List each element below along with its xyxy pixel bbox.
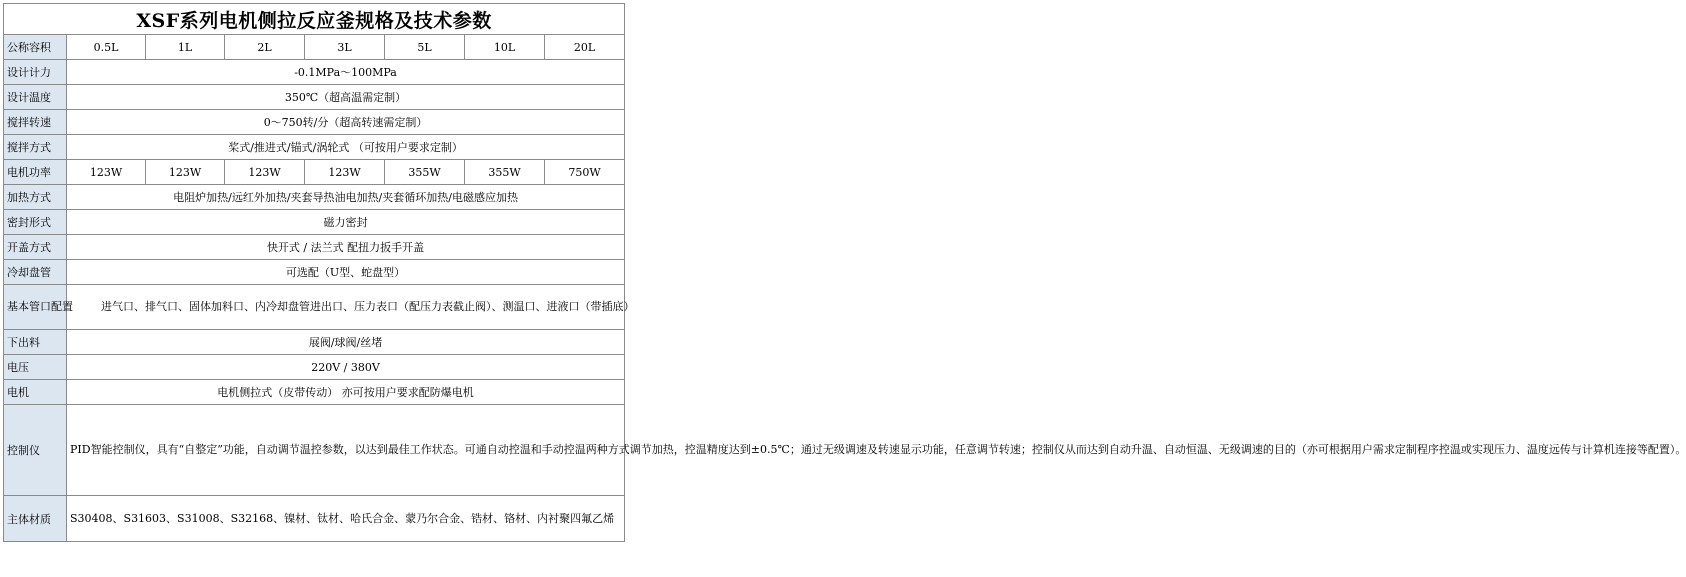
- motor-power-value: 123W: [146, 160, 225, 185]
- motor-power-value: 123W: [67, 160, 146, 185]
- stir-mode-value: 桨式/推进式/锚式/涡轮式 （可按用户要求定制）: [67, 135, 625, 160]
- label-design-temp: 设计温度: [4, 85, 67, 110]
- label-stir-mode: 搅拌方式: [4, 135, 67, 160]
- label-controller: 控制仪: [4, 405, 67, 496]
- row-ports: [4, 285, 625, 330]
- motor-power-value: 355W: [385, 160, 465, 185]
- material-value: S30408、S31603、S31008、S32168、镍材、钛材、哈氏合金、蒙乃尔合金、锆材、铬材、内衬聚四氟乙烯: [67, 496, 625, 542]
- label-motor: 电机: [4, 380, 67, 405]
- ports-value: 进气口、排气口、固体加料口、内冷却盘管进出口、压力表口（配压力表截止阀）、测温口、进液口（带插底）: [67, 285, 625, 330]
- open-value: 快开式 / 法兰式 配扭力扳手开盖: [67, 235, 625, 260]
- label-volume: 公称容积: [4, 35, 67, 60]
- row-design-temp: [4, 85, 625, 110]
- label-cooling: 冷却盘管: [4, 260, 67, 285]
- volume-value: 0.5L: [67, 35, 146, 60]
- row-stir-speed: [4, 110, 625, 135]
- label-stir-speed: 搅拌转速: [4, 110, 67, 135]
- seal-value: 磁力密封: [67, 210, 625, 235]
- row-motor-power: [4, 160, 625, 185]
- volume-value: 2L: [225, 35, 305, 60]
- row-design-pressure: [4, 60, 625, 85]
- design-pressure-value: -0.1MPa～100MPa: [67, 60, 625, 85]
- design-temp-value: 350℃（超高温需定制）: [67, 85, 625, 110]
- voltage-value: 220V / 380V: [67, 355, 625, 380]
- volume-value: 1L: [146, 35, 225, 60]
- label-material: 主体材质: [4, 496, 67, 542]
- label-motor-power: 电机功率: [4, 160, 67, 185]
- label-ports: 基本管口配置: [4, 285, 67, 330]
- label-open: 开盖方式: [4, 235, 67, 260]
- row-volume: [4, 35, 625, 60]
- row-motor: [4, 380, 625, 405]
- row-open: [4, 235, 625, 260]
- row-stir-mode: [4, 135, 625, 160]
- table-title: XSF系列电机侧拉反应釜规格及技术参数: [4, 4, 625, 35]
- volume-value: 10L: [465, 35, 545, 60]
- discharge-value: 展阀/球阀/丝堵: [67, 330, 625, 355]
- label-discharge: 下出料: [4, 330, 67, 355]
- motor-power-value: 123W: [305, 160, 385, 185]
- label-voltage: 电压: [4, 355, 67, 380]
- motor-power-value: 355W: [465, 160, 545, 185]
- row-voltage: [4, 355, 625, 380]
- row-material: [4, 496, 625, 542]
- spec-table: [3, 3, 1686, 542]
- row-seal: [4, 210, 625, 235]
- controller-value: PID智能控制仪，具有“自整定”功能，自动调节温控参数，以达到最佳工作状态。可通自动控温和手动控温两种方式调节加热，控温精度达到±0.5℃；通过无级调速及转速显示功能，任意调节转速；控制仪从而达到自动升温、自动恒温、无级调速的目的（亦可根据用户需求定制程序控温或实现压力、温度远传与计算机连接等配置）。: [67, 405, 625, 496]
- heating-value: 电阻炉加热/远红外加热/夹套导热油电加热/夹套循环加热/电磁感应加热: [67, 185, 625, 210]
- row-discharge: [4, 330, 625, 355]
- volume-value: 5L: [385, 35, 465, 60]
- label-seal: 密封形式: [4, 210, 67, 235]
- motor-power-value: 750W: [545, 160, 625, 185]
- label-heating: 加热方式: [4, 185, 67, 210]
- row-controller: [4, 405, 625, 496]
- motor-power-value: 123W: [225, 160, 305, 185]
- motor-value: 电机侧拉式（皮带传动） 亦可按用户要求配防爆电机: [67, 380, 625, 405]
- cooling-value: 可选配（U型、蛇盘型）: [67, 260, 625, 285]
- volume-value: 20L: [545, 35, 625, 60]
- volume-value: 3L: [305, 35, 385, 60]
- row-heating: [4, 185, 625, 210]
- label-design-pressure: 设计计力: [4, 60, 67, 85]
- row-cooling: [4, 260, 625, 285]
- stir-speed-value: 0～750转/分（超高转速需定制）: [67, 110, 625, 135]
